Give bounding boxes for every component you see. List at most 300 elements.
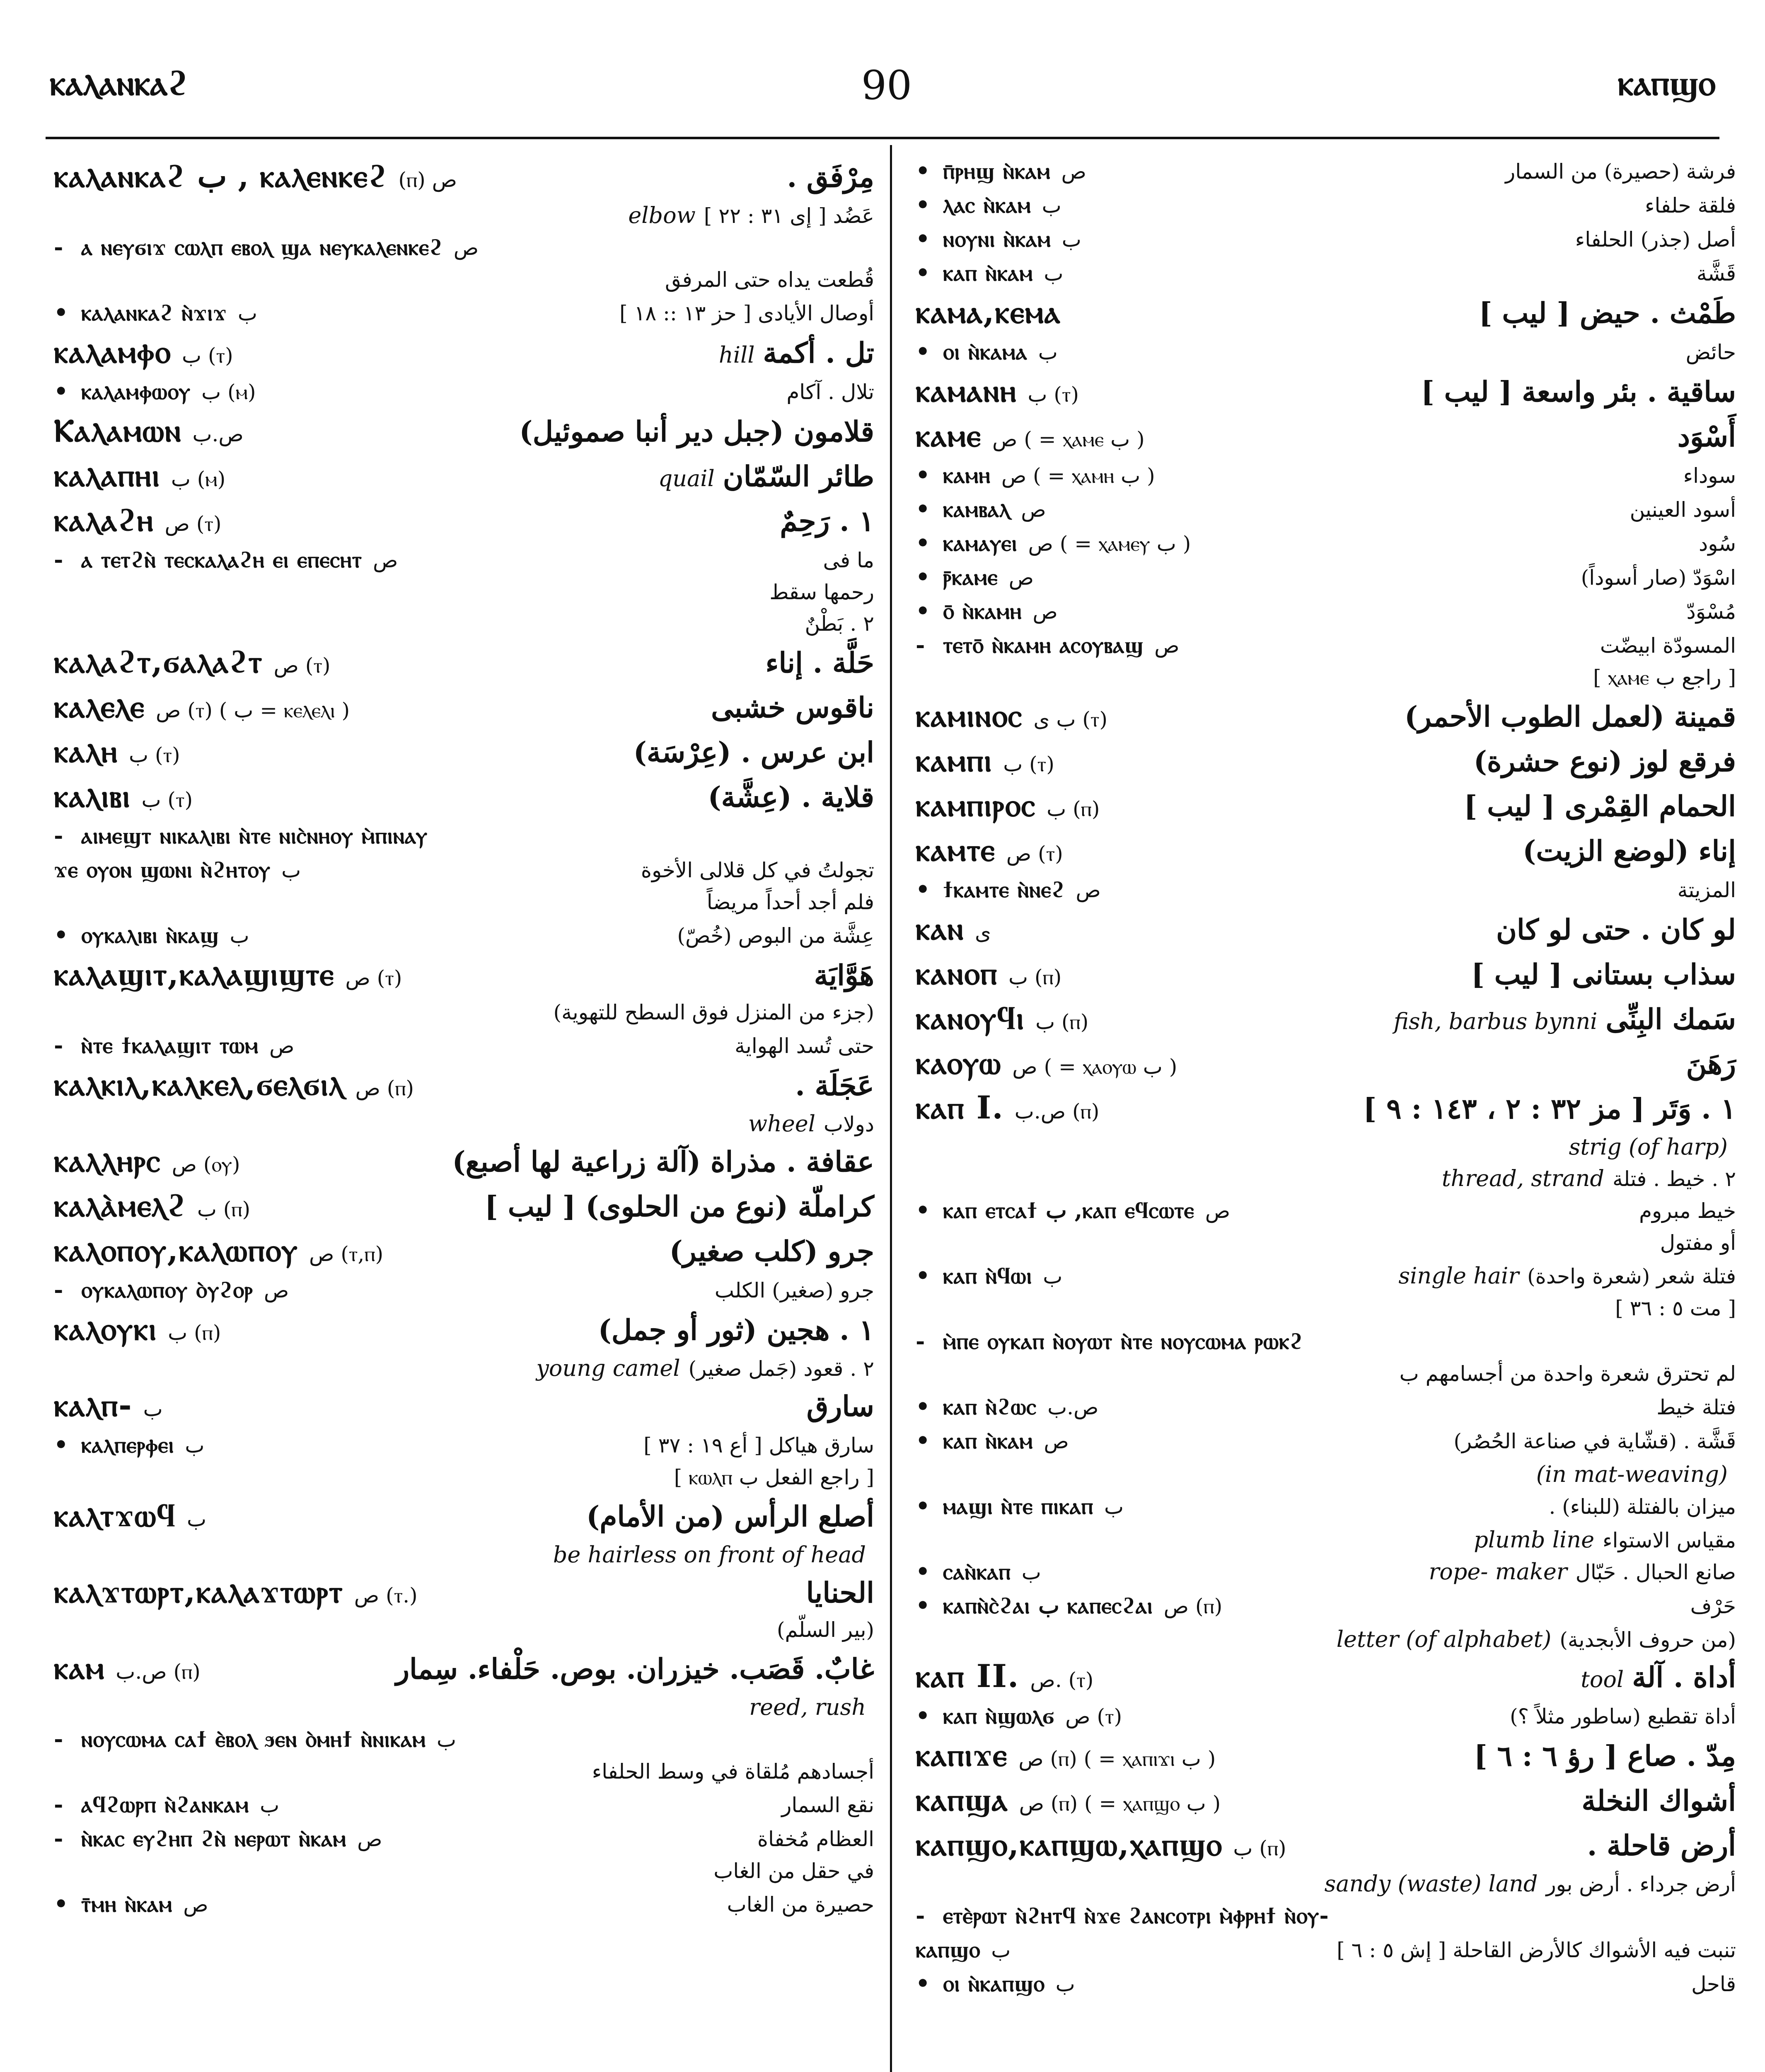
entry-marker: • <box>916 1197 930 1223</box>
entry-left-part <box>54 1431 204 1458</box>
entry-headword-row <box>916 787 1736 831</box>
entry-marker: • <box>916 876 930 903</box>
arabic-gloss <box>711 691 874 724</box>
entry-left-part <box>54 157 457 195</box>
arabic-gloss <box>1690 1594 1736 1618</box>
dialect-tag: ص (ⲧ) ( ب = ⲕⲉⲗⲉⲗⲓ ) <box>155 698 350 722</box>
dialect-tag: ب <box>185 1433 205 1457</box>
arabic-text: ١ . رَحِمٌ <box>780 505 874 538</box>
entry-headword-row <box>54 412 874 457</box>
english-gloss: strig (of harp) <box>1569 1134 1728 1160</box>
dialect-tag: ص (ⲧ) <box>1006 842 1063 866</box>
entry-left-part <box>916 632 1180 658</box>
dialect-tag: ص <box>1076 878 1101 902</box>
arabic-gloss <box>1316 1871 1736 1897</box>
arabic-gloss <box>814 959 874 992</box>
coptic-headword: ⲛⲟⲩⲛⲓ ⲛ̀ⲕⲁⲙ <box>943 225 1051 252</box>
arabic-gloss <box>586 1500 874 1533</box>
entry-marker: - <box>54 1825 63 1852</box>
entry-gloss-row <box>54 268 874 299</box>
arabic-gloss <box>620 202 874 228</box>
entry-left-part <box>54 1232 383 1269</box>
arabic-text: ١ . هجين (ثور أو جمل) <box>598 1314 874 1347</box>
dialect-tag: ص <box>269 1034 295 1058</box>
arabic-text: لو كان . حتى لو كان <box>1496 913 1736 946</box>
english-gloss: reed, rush <box>749 1694 866 1720</box>
entry-marker: • <box>916 338 930 365</box>
arabic-text: أصلع الرأس (من الأمام) <box>586 1500 874 1533</box>
coptic-headword: ⲟⲓ ⲛ̀ⲕⲁⲡϣⲟ <box>943 1970 1045 1997</box>
coptic-headword: ⲕⲁⲡϣⲟ <box>916 1936 981 1963</box>
entry-subentry-row <box>916 462 1736 496</box>
entry-headword-row <box>54 688 874 733</box>
entry-headword-row <box>54 1310 874 1355</box>
dialect-tag: ب <box>1038 340 1058 364</box>
entry-marker: • <box>916 1702 930 1729</box>
arabic-text: مِدّ . صاع [ رؤ ٦ : ٦ ] <box>1474 1740 1736 1773</box>
entry-subentry-row <box>916 157 1736 191</box>
dialect-tag: ب <box>1055 1972 1075 1996</box>
dialect-tag: ص <box>373 548 398 572</box>
arabic-gloss <box>823 548 875 572</box>
coptic-headword: ⲉⲧⲉ̀ⲣⲱⲧ ⲛ̀ϩⲏⲧϥ ⲛ̀ϫⲉ ϩⲁⲛⲥⲟⲧⲣⲓ ⲙ̀ⲫⲣⲏϯ ⲛ̀ⲟⲩ- <box>943 1902 1329 1929</box>
arabic-gloss <box>1678 420 1736 453</box>
entry-marker: • <box>916 225 930 252</box>
entry-gloss-row <box>54 1859 874 1890</box>
entry-marker: • <box>916 564 930 590</box>
arabic-text: ١ . وَتَر [ مز ٣٢ : ٢ ، ١٤٣ : ٩ ] <box>1363 1092 1736 1126</box>
entry-left-part <box>916 955 1061 992</box>
entry-left-part <box>54 1890 208 1917</box>
arabic-text: صانع الحبال . حَبّال <box>1575 1560 1736 1584</box>
entry-marker: • <box>54 922 68 948</box>
left-column <box>54 157 874 1924</box>
entry-subentry-row <box>916 876 1736 910</box>
english-gloss: hill <box>718 342 755 368</box>
entry-headword-row <box>54 501 874 546</box>
coptic-headword: ⲣ̄ⲕⲁⲙⲉ <box>943 564 998 590</box>
dialect-tag: ص (ⲧ) <box>1065 1704 1122 1728</box>
coptic-headword: ⲕⲁⲗⲕⲓⲗ,ⲕⲁⲗⲕⲉⲗ,ϭⲉⲗϭⲓⲗ <box>54 1066 345 1103</box>
entry-left-part <box>54 501 222 539</box>
dialect-tag: ص (ⲧ.) <box>354 1583 418 1607</box>
coptic-headword: ⲕⲁⲗⲏ <box>54 733 118 770</box>
coptic-headword: ⲙⲁϣⲓ ⲛ̀ⲧⲉ ⲡⲓⲕⲁⲡ <box>943 1493 1094 1519</box>
arabic-gloss <box>545 1542 874 1568</box>
english-gloss: (in mat-weaving) <box>1536 1461 1728 1487</box>
arabic-gloss <box>1454 1429 1736 1453</box>
dialect-tag: ب <box>1043 1264 1063 1288</box>
arabic-gloss <box>795 1069 874 1102</box>
arabic-gloss <box>1699 532 1736 556</box>
entry-left-part <box>54 688 350 726</box>
entry-gloss-row <box>54 1111 874 1142</box>
coptic-headword: ⲧⲉⲧⲟ̄ ⲛ̀ⲕⲁⲙⲏ ⲁⲥⲟⲩⲃⲁϣ <box>943 632 1144 658</box>
dialect-tag: ب <box>1044 261 1064 286</box>
entry-headword-row <box>54 1497 874 1542</box>
entry-subentry-row <box>54 1726 874 1760</box>
entry-left-part <box>916 1328 1303 1355</box>
entry-left-part <box>916 293 1061 331</box>
arabic-gloss <box>1575 228 1736 252</box>
dialect-tag: ب <box>436 1728 457 1752</box>
entry-left-part <box>54 1573 418 1611</box>
dialect-tag: ص ( = ⲭⲁⲟⲩⲱ ب ) <box>1012 1055 1177 1079</box>
arabic-gloss <box>1363 1092 1736 1126</box>
dialect-tag: ص <box>357 1827 382 1851</box>
entry-left-part <box>916 1826 1286 1864</box>
entry-gloss-row <box>54 580 874 612</box>
dialect-tag: (ⲡ) ص <box>398 168 457 192</box>
entry-left-part <box>916 191 1061 218</box>
dialect-tag: ب (ⲧ) <box>128 743 180 767</box>
entry-headword-row <box>54 1387 874 1431</box>
coptic-headword: ⲕⲁⲗⲁⲛⲕⲁϩ ب , ⲕⲁⲗⲉⲛⲕⲉϩ <box>54 157 388 194</box>
entry-left-part <box>916 1902 1329 1929</box>
arabic-gloss <box>1510 1704 1736 1728</box>
arabic-text: العظام مُخفاة <box>757 1827 874 1851</box>
arabic-text: المزيتة <box>1677 878 1736 902</box>
entry-subentry-row <box>54 1791 874 1825</box>
entry-subentry-row <box>916 191 1736 225</box>
entry-left-part <box>916 1262 1062 1289</box>
dialect-tag: ص <box>1044 1429 1069 1453</box>
dialect-tag: ص <box>264 1278 289 1302</box>
arabic-text: أصل (جذر) الحلفاء <box>1575 228 1736 252</box>
arabic-gloss <box>1581 1784 1736 1818</box>
coptic-headword: ⲕⲁⲙⲃⲁⲗ <box>943 496 1011 522</box>
coptic-headword: ⲕⲁⲗⲡ- <box>54 1387 133 1423</box>
entry-left-part <box>54 333 233 371</box>
dialect-tag: ب (ⲡ) <box>1035 1010 1089 1034</box>
arabic-gloss <box>665 268 874 292</box>
entry-left-part <box>916 338 1058 365</box>
dialect-tag: ب <box>260 1793 280 1817</box>
entry-left-part <box>916 1781 1221 1819</box>
entry-headword-row <box>916 742 1736 787</box>
arabic-text: مُسْوَدّ <box>1686 600 1736 624</box>
arabic-text: غابٌ. قَصَب. خيزران. بوص. حَلْفاء. سِمار <box>396 1653 874 1686</box>
dialect-tag: ب (ⲡ) <box>1008 965 1062 989</box>
entry-marker: • <box>916 1970 930 1997</box>
entry-left-part <box>916 742 1054 779</box>
arabic-text: أداة . آلة <box>1632 1661 1736 1694</box>
arabic-gloss <box>677 924 874 948</box>
arabic-text: عقافة . مذراة (آلة زراعية لها أصبع) <box>452 1145 874 1179</box>
entry-left-part <box>54 822 428 849</box>
entry-left-part <box>916 1197 1230 1224</box>
arabic-gloss <box>735 1034 874 1058</box>
entry-left-part <box>916 697 1107 735</box>
entry-marker: - <box>54 1032 63 1058</box>
dialect-tag: ص (ⲡ) <box>355 1076 414 1100</box>
entry-gloss-row <box>916 1165 1736 1197</box>
arabic-gloss <box>1337 1938 1736 1962</box>
dialect-tag: ص ( = ⲭⲁⲙⲉ ب ) <box>992 427 1145 451</box>
entry-marker: • <box>916 1493 930 1519</box>
entry-marker: • <box>54 1890 68 1917</box>
dialect-tag: ص <box>1205 1199 1231 1223</box>
entry-left-part <box>916 1393 1099 1420</box>
coptic-headword: ⲕⲁⲗⲁϩⲧ,ϭⲁⲗⲁϩⲧ <box>54 643 263 680</box>
entry-gloss-row <box>54 612 874 643</box>
coptic-headword: ⲕⲁⲟⲩⲱ <box>916 1044 1002 1081</box>
arabic-gloss <box>777 1618 874 1642</box>
arabic-gloss <box>1656 1395 1736 1419</box>
entry-subentry-row <box>54 856 874 890</box>
arabic-gloss <box>1385 1003 1736 1036</box>
arabic-gloss <box>643 1433 874 1457</box>
entry-subentry-row <box>54 1890 874 1924</box>
entry-subentry-row <box>916 259 1736 293</box>
arabic-text: أرض جرداء . أرض بور <box>1546 1872 1736 1896</box>
entry-left-part <box>54 299 257 326</box>
dialect-tag: ب (ⲧ) <box>182 344 233 368</box>
arabic-gloss <box>619 301 874 325</box>
arabic-gloss <box>1572 1661 1736 1694</box>
entry-subentry-row <box>916 530 1736 564</box>
entry-left-part <box>916 1044 1177 1082</box>
entry-headword-row <box>54 777 874 822</box>
entry-left-part <box>916 157 1086 184</box>
coptic-headword: ⲕⲁⲗⲁϣⲓⲧ,ⲕⲁⲗⲁϣⲓϣⲧⲉ <box>54 956 335 992</box>
arabic-gloss <box>1434 1165 1736 1191</box>
coptic-headword: ⲗⲁⲥ ⲛ̀ⲕⲁⲙ <box>943 191 1031 218</box>
coptic-headword: ⲕⲁⲗⲁⲙⲫⲟ <box>54 333 172 370</box>
english-gloss: elbow <box>628 202 696 228</box>
arabic-text: حتى تُسد الهواية <box>735 1034 874 1058</box>
arabic-text: رَهَنَ <box>1686 1048 1736 1081</box>
entry-subentry-row <box>916 1902 1736 1936</box>
entry-left-part <box>54 1649 201 1687</box>
arabic-text: طائر السّمّان <box>723 460 874 493</box>
arabic-text: [ راجع ب ⲭⲁⲙⲉ ] <box>1593 666 1736 690</box>
entry-gloss-row <box>54 1355 874 1387</box>
dialect-tag: ب <box>230 924 249 948</box>
arabic-text: اسْوَدّ (صار أسوداً) <box>1581 566 1736 590</box>
coptic-headword: ⲕⲁⲡ ⲉⲧⲥⲁϯ ب ,ⲕⲁⲡ ⲉϥⲥⲱⲧⲉ <box>943 1197 1194 1223</box>
entry-subentry-row <box>916 1197 1736 1231</box>
coptic-headword: ⲡ̄ⲣⲏϣ ⲛ̀ⲕⲁⲙ <box>943 157 1051 184</box>
arabic-gloss <box>1561 1134 1736 1160</box>
entry-headword-row <box>54 1573 874 1618</box>
running-head-right: ⲕⲁⲡϣⲟ <box>1618 62 1715 103</box>
entry-gloss-row <box>916 1134 1736 1165</box>
arabic-gloss <box>1615 1296 1736 1320</box>
coptic-headword: ⲁ ⲛⲉⲩϭⲓϫ ⲥⲱⲗⲡ ⲉⲃⲟⲗ ϣⲁ ⲛⲉⲩⲕⲁⲗⲉⲛⲕⲉϩ <box>81 234 443 260</box>
entry-marker: • <box>916 191 930 218</box>
coptic-headword: ⲕⲁⲛⲟⲩϥⲓ <box>916 1000 1025 1036</box>
dialect-tag: ص <box>1061 160 1086 184</box>
arabic-gloss <box>1581 566 1736 590</box>
arabic-text: قَشَّة . (قشّاية في صناعة الحُصُر) <box>1453 1429 1736 1453</box>
dialect-tag: ص (ⲡ) <box>1163 1594 1223 1618</box>
coptic-headword: ⲕⲁⲗⲧϫⲱϥ <box>54 1497 176 1534</box>
entry-marker: - <box>54 546 63 573</box>
arabic-text: قَشَّة <box>1696 261 1736 286</box>
entry-subentry-row <box>54 299 874 333</box>
entry-marker: • <box>916 530 930 556</box>
entry-left-part <box>54 643 330 681</box>
dialect-tag: ب (ⲡ) <box>1233 1836 1286 1860</box>
dialect-tag: ص <box>183 1893 208 1917</box>
arabic-gloss <box>1465 1527 1736 1553</box>
entry-left-part <box>54 733 180 770</box>
entry-left-part <box>916 462 1155 489</box>
entry-subentry-row <box>916 1592 1736 1626</box>
entry-subentry-row <box>54 546 874 580</box>
entry-left-part <box>916 1702 1122 1729</box>
arabic-text: أجسادهم مُلقاة في وسط الحلفاء <box>592 1760 874 1784</box>
entry-left-part <box>916 530 1191 557</box>
arabic-gloss <box>1549 1495 1736 1519</box>
coptic-headword: ⲟⲓ ⲛ̀ⲕⲁⲙⲁ <box>943 338 1028 365</box>
arabic-text: فرقع لوز (نوع حشرة) <box>1473 745 1736 778</box>
coptic-headword: ⲟ̄ ⲛ̀ⲕⲁⲙⲏ <box>943 598 1022 624</box>
dialect-tag: ب <box>237 301 257 325</box>
arabic-text: حَلَّة . إناء <box>765 646 874 680</box>
arabic-gloss <box>727 1893 874 1917</box>
dialect-tag: ص ( = ⲭⲁⲙⲉⲩ ب ) <box>1028 532 1191 556</box>
entry-left-part <box>916 1089 1099 1127</box>
entry-left-part <box>54 1825 382 1852</box>
entry-headword-row <box>916 1826 1736 1871</box>
coptic-headword: ⲕⲁⲗⲟⲡⲟⲩ,ⲕⲁⲗⲱⲡⲟⲩ <box>54 1232 298 1268</box>
entry-marker: • <box>916 1427 930 1454</box>
coptic-headword: ⲕⲁⲡⲛ̀ⲥ̀ϩⲁⲓ ب ⲕⲁⲡⲉⲥϩⲁⲓ <box>943 1592 1153 1619</box>
arabic-text: جرو (كلب صغير) <box>669 1235 874 1268</box>
entry-headword-row <box>54 733 874 777</box>
arabic-text: فتلة خيط <box>1656 1395 1736 1419</box>
arabic-gloss <box>1691 1972 1736 1996</box>
coptic-headword: ϯⲕⲁⲙⲧⲉ ⲛ̀ⲛⲉϩ <box>943 876 1065 903</box>
entry-subentry-row <box>916 632 1736 666</box>
dialect-tag: ص.ب (ⲡ) <box>1014 1099 1100 1123</box>
arabic-gloss <box>757 1827 874 1851</box>
entry-marker: • <box>54 1431 68 1458</box>
arabic-text: سذاب بستانى [ ليب ] <box>1471 958 1736 991</box>
entry-marker: • <box>916 259 930 286</box>
right-column <box>916 157 1736 2004</box>
entry-marker: - <box>54 822 63 849</box>
arabic-text: ٢ . خيط . فتلة <box>1612 1167 1736 1191</box>
coptic-headword: ⲕⲁⲙⲁⲛⲏ <box>916 372 1017 409</box>
dialect-tag: ص (ⲧ) <box>164 512 222 536</box>
arabic-text: جرو (صغير) الكلب <box>714 1278 874 1302</box>
dialect-tag: ص <box>1021 498 1046 522</box>
arabic-text: طَمْث . حيض [ ليب ] <box>1479 297 1736 330</box>
header-rule <box>46 137 1719 139</box>
entry-headword-row <box>916 372 1736 417</box>
arabic-gloss <box>641 858 874 882</box>
english-gloss: thread, strand <box>1441 1165 1604 1191</box>
coptic-headword: ⲕⲁⲙⲡⲓ <box>916 742 993 779</box>
arabic-gloss <box>633 736 874 769</box>
entry-left-part <box>54 457 225 494</box>
arabic-text: ما فى <box>823 548 874 572</box>
entry-headword-row <box>916 955 1736 1000</box>
coptic-headword: ⲕⲁⲙⲁ,ⲕⲉⲙⲁ <box>916 293 1061 330</box>
entry-subentry-row <box>54 922 874 956</box>
dialect-tag: ص <box>1008 566 1034 590</box>
arabic-gloss <box>708 781 874 814</box>
arabic-text: ٢ . بَطْنٌ <box>805 612 874 636</box>
entry-gloss-row <box>54 890 874 922</box>
dialect-tag: ص <box>1032 600 1058 624</box>
arabic-gloss <box>1683 464 1736 488</box>
coptic-headword: ⲕⲁⲗⲁ̀ⲙⲉⲗϩ <box>54 1187 186 1224</box>
english-gloss: single hair <box>1398 1263 1519 1289</box>
arabic-text: في حقل من الغاب <box>713 1859 874 1883</box>
entry-gloss-row <box>54 1618 874 1649</box>
entry-left-part <box>916 372 1079 410</box>
coptic-headword: ⲧ̄ⲙⲏ ⲛ̀ⲕⲁⲙ <box>81 1890 173 1917</box>
arabic-gloss <box>1464 790 1736 823</box>
arabic-gloss <box>1421 375 1736 409</box>
arabic-gloss <box>1686 340 1736 364</box>
entry-left-part <box>916 564 1034 591</box>
entry-subentry-row <box>916 1493 1736 1527</box>
entry-headword-row <box>54 1232 874 1276</box>
arabic-gloss <box>1686 1048 1736 1081</box>
entry-subentry-row <box>54 822 874 856</box>
arabic-text: [ مت ٥ : ٣٦ ] <box>1615 1296 1736 1320</box>
dialect-tag: ص ( = ⲭⲁⲙⲏ ب ) <box>1001 464 1155 488</box>
entry-gloss-row <box>916 1871 1736 1902</box>
dialect-tag: ص (ⲧ) <box>345 966 402 990</box>
column-divider <box>890 145 892 2072</box>
coptic-headword: Ⲕⲁⲗⲁⲙⲱⲛ <box>54 412 182 449</box>
entry-left-part <box>54 1497 206 1535</box>
arabic-text: أَسْوَد <box>1677 420 1736 453</box>
entry-left-part <box>916 831 1063 869</box>
entry-marker: • <box>916 1262 930 1289</box>
arabic-gloss <box>781 1793 874 1817</box>
arabic-gloss <box>1528 1461 1736 1487</box>
arabic-gloss <box>1390 1263 1736 1289</box>
dialect-tag: ص.ب <box>192 422 244 446</box>
arabic-gloss <box>1479 297 1736 330</box>
arabic-text: كراملّة (نوع من الحلوى) [ ليب ] <box>484 1190 874 1223</box>
entry-left-part <box>916 1000 1088 1037</box>
coptic-headword: ⲙ̀ⲡⲉ ⲟⲩⲕⲁⲡ ⲛ̀ⲟⲩⲱⲧ ⲛ̀ⲧⲉ ⲛⲟⲩⲥⲱⲙⲁ ⲣⲱⲕϩ <box>943 1328 1303 1354</box>
entry-marker: • <box>916 496 930 522</box>
coptic-headword: ⲕⲁⲡ ⲛ̀ⲕⲁⲙ <box>943 259 1033 286</box>
arabic-gloss <box>715 1278 874 1302</box>
arabic-text: عَجَلَة . <box>795 1069 874 1102</box>
arabic-text: [ راجع الفعل ب ⲕⲱⲗⲡ ] <box>674 1465 874 1489</box>
coptic-headword: ⲕⲁⲗⲁϩⲏ <box>54 501 154 538</box>
english-gloss: letter (of alphabet) <box>1336 1626 1552 1652</box>
arabic-gloss <box>1630 498 1736 522</box>
entry-marker: - <box>54 234 63 260</box>
arabic-gloss <box>1678 878 1736 902</box>
coptic-headword: ⲕⲁⲙ <box>54 1649 105 1686</box>
arabic-gloss <box>670 1235 874 1268</box>
dialect-tag: ب (ⲡ) <box>168 1321 221 1345</box>
entry-left-part <box>54 777 193 815</box>
arabic-gloss <box>396 1653 874 1686</box>
entry-headword-row <box>916 1044 1736 1089</box>
entry-marker: - <box>54 1791 63 1818</box>
entry-subentry-row <box>916 338 1736 372</box>
coptic-headword: ⲁⲓⲙⲉϣⲧ ⲛⲓⲕⲁⲗⲓⲃⲓ ⲛ̀ⲧⲉ ⲛⲓⲥ̀ⲛⲏⲟⲩ ⲙ̀ⲡⲓⲛⲁⲩ <box>81 822 428 849</box>
arabic-text: عَضُد [ إى ٣١ : ٢٢ ] <box>704 204 874 228</box>
entry-marker: - <box>916 1902 925 1929</box>
entry-headword-row <box>916 910 1736 955</box>
arabic-gloss <box>1697 261 1736 286</box>
entry-gloss-row <box>54 202 874 234</box>
